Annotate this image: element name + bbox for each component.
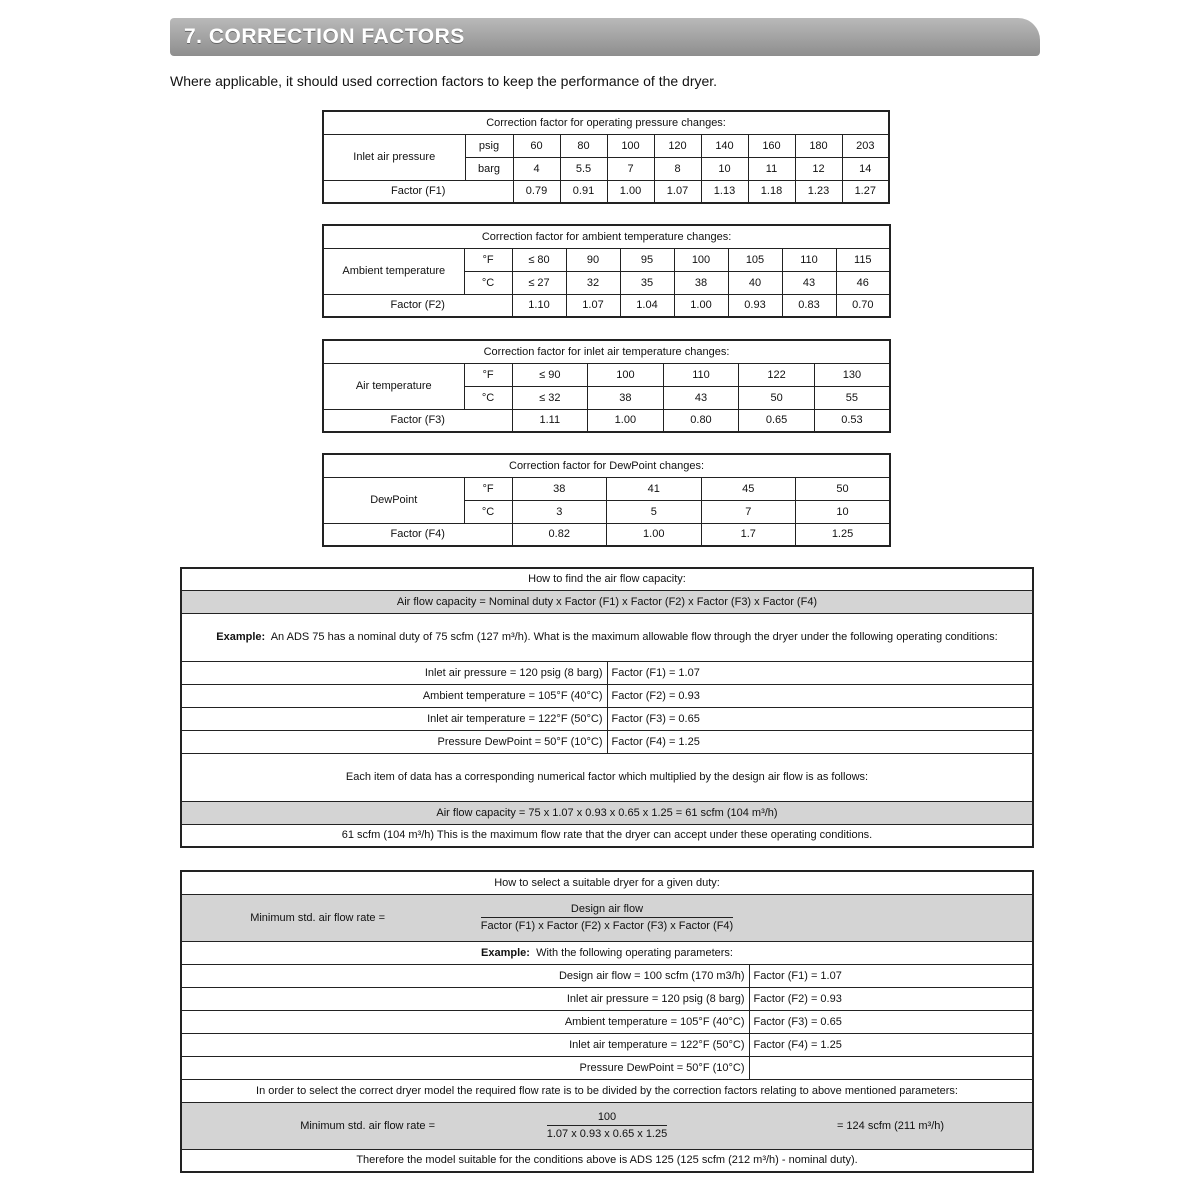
example-text: An ADS 75 has a nominal duty of 75 scfm (127 m³/h). What is the maximum allowable flow through the dryer under the following operating conditions: xyxy=(270,631,998,643)
table-cell: 1.18 xyxy=(748,180,795,203)
fraction-denominator: 1.07 x 0.93 x 0.65 x 1.25 xyxy=(546,1128,668,1140)
row-label: DewPoint xyxy=(323,477,464,523)
fraction-denominator: Factor (F1) x Factor (F2) x Factor (F3) x Factor (F4) xyxy=(480,920,734,932)
table-cell: 203 xyxy=(842,134,889,157)
table-cell: 1.11 xyxy=(512,409,588,432)
calc-result: = 124 scfm (211 m³/h) xyxy=(749,1102,1033,1149)
table-title: Correction factor for inlet air temperature changes: xyxy=(323,340,890,363)
table-cell: 35 xyxy=(620,271,674,294)
select-dryer-box xyxy=(180,870,1034,1173)
table-cell: 1.13 xyxy=(701,180,748,203)
inlet-air-temperature-table xyxy=(322,339,891,433)
factor-cell: Factor (F1) = 1.07 xyxy=(749,964,1033,987)
explanation: Each item of data has a corresponding numerical factor which multiplied by the design air flow is as follows: xyxy=(181,753,1033,801)
factor-cell: Factor (F2) = 0.93 xyxy=(607,684,1033,707)
table-cell: 0.91 xyxy=(560,180,607,203)
table-cell: 1.23 xyxy=(795,180,842,203)
pressure-correction-table xyxy=(322,110,890,204)
table-title: Correction factor for DewPoint changes: xyxy=(323,454,890,477)
table-cell: 0.70 xyxy=(836,294,890,317)
table-cell: 1.04 xyxy=(620,294,674,317)
factor-label: Factor (F3) xyxy=(323,409,512,432)
example-label: Example: xyxy=(481,946,530,959)
table-cell: 100 xyxy=(607,134,654,157)
condition-cell: Design air flow = 100 scfm (170 m3/h) xyxy=(181,964,749,987)
row-label: Air temperature xyxy=(323,363,464,409)
factor-cell: Factor (F4) = 1.25 xyxy=(749,1033,1033,1056)
row-label: Inlet air pressure xyxy=(323,134,465,180)
table-cell: 0.93 xyxy=(728,294,782,317)
table-cell: 0.79 xyxy=(513,180,560,203)
table-cell: 120 xyxy=(654,134,701,157)
table-cell: 45 xyxy=(701,477,796,500)
condition-cell: Pressure DewPoint = 50°F (10°C) xyxy=(181,1056,749,1079)
table-cell: 43 xyxy=(782,271,836,294)
air-flow-capacity-box xyxy=(180,567,1034,848)
table-cell: ≤ 90 xyxy=(512,363,588,386)
table-cell: 1.00 xyxy=(588,409,664,432)
table-cell: 1.07 xyxy=(654,180,701,203)
table-cell: 80 xyxy=(560,134,607,157)
table-cell: 10 xyxy=(701,157,748,180)
dewpoint-table xyxy=(322,453,891,547)
table-cell: 140 xyxy=(701,134,748,157)
table-cell: 55 xyxy=(814,386,890,409)
formula-fraction xyxy=(465,894,749,941)
explanation: In order to select the correct dryer model the required flow rate is to be divided by the correction factors relating to above mentioned parameters: xyxy=(181,1079,1033,1102)
min-flow-label: Minimum std. air flow rate = xyxy=(181,894,465,941)
conclusion: 61 scfm (104 m³/h) This is the maximum flow rate that the dryer can accept under these operating conditions. xyxy=(181,824,1033,847)
table-cell: 0.83 xyxy=(782,294,836,317)
condition-cell: Inlet air pressure = 120 psig (8 barg) xyxy=(181,987,749,1010)
table-cell: 41 xyxy=(607,477,702,500)
table-cell: 14 xyxy=(842,157,889,180)
section-banner: 7. CORRECTION FACTORS xyxy=(170,18,1040,56)
condition-cell: Ambient temperature = 105°F (40°C) xyxy=(181,684,607,707)
table-title: Correction factor for ambient temperature changes: xyxy=(323,225,890,248)
factor-cell: Factor (F2) = 0.93 xyxy=(749,987,1033,1010)
table-cell: 10 xyxy=(796,500,891,523)
table-cell: 40 xyxy=(728,271,782,294)
table-title: Correction factor for operating pressure changes: xyxy=(323,111,889,134)
table-cell: 122 xyxy=(739,363,815,386)
factor-label: Factor (F2) xyxy=(323,294,512,317)
table-cell: 32 xyxy=(566,271,620,294)
table-cell: 0.82 xyxy=(512,523,607,546)
ambient-temperature-table xyxy=(322,224,891,318)
table-cell: 1.25 xyxy=(796,523,891,546)
unit-label: °C xyxy=(464,386,512,409)
table-cell: 1.27 xyxy=(842,180,889,203)
condition-cell: Inlet air pressure = 120 psig (8 barg) xyxy=(181,661,607,684)
table-cell: 11 xyxy=(748,157,795,180)
table-cell: 5 xyxy=(607,500,702,523)
table-cell: 1.7 xyxy=(701,523,796,546)
unit-label: °C xyxy=(464,271,512,294)
unit-label: barg xyxy=(465,157,513,180)
factor-label: Factor (F4) xyxy=(323,523,512,546)
table-cell: 50 xyxy=(739,386,815,409)
table-cell: ≤ 80 xyxy=(512,248,566,271)
intro-text: Where applicable, it should used correction factors to keep the performance of the dryer. xyxy=(170,73,718,89)
table-cell: 38 xyxy=(588,386,664,409)
fraction-numerator: 100 xyxy=(547,1111,667,1126)
factor-label: Factor (F1) xyxy=(323,180,513,203)
table-cell: 100 xyxy=(588,363,664,386)
table-cell: 0.65 xyxy=(739,409,815,432)
table-cell: 60 xyxy=(513,134,560,157)
table-cell: 105 xyxy=(728,248,782,271)
table-cell: ≤ 27 xyxy=(512,271,566,294)
conclusion: Therefore the model suitable for the conditions above is ADS 125 (125 scfm (212 m³/h) - nominal duty). xyxy=(181,1149,1033,1172)
factor-cell xyxy=(749,1056,1033,1079)
example-text: With the following operating parameters: xyxy=(536,946,733,959)
table-cell: 7 xyxy=(701,500,796,523)
factor-cell: Factor (F3) = 0.65 xyxy=(749,1010,1033,1033)
factor-cell: Factor (F4) = 1.25 xyxy=(607,730,1033,753)
example-row xyxy=(181,941,1033,964)
example-row xyxy=(181,613,1033,661)
table-cell: 115 xyxy=(836,248,890,271)
table-cell: 110 xyxy=(663,363,739,386)
table-cell: 0.53 xyxy=(814,409,890,432)
table-cell: 130 xyxy=(814,363,890,386)
table-cell: 38 xyxy=(674,271,728,294)
empty-cell xyxy=(749,894,1033,941)
example-label: Example: xyxy=(216,631,266,643)
table-cell: 95 xyxy=(620,248,674,271)
table-cell: 1.07 xyxy=(566,294,620,317)
formula: Air flow capacity = Nominal duty x Factor (F1) x Factor (F2) x Factor (F3) x Factor (F4) xyxy=(181,590,1033,613)
condition-cell: Inlet air temperature = 122°F (50°C) xyxy=(181,707,607,730)
table-cell: 8 xyxy=(654,157,701,180)
box-title: How to select a suitable dryer for a given duty: xyxy=(181,871,1033,894)
condition-cell: Ambient temperature = 105°F (40°C) xyxy=(181,1010,749,1033)
unit-label: psig xyxy=(465,134,513,157)
fraction-numerator: Design air flow xyxy=(481,903,733,918)
table-cell: 0.80 xyxy=(663,409,739,432)
table-cell: 12 xyxy=(795,157,842,180)
table-cell: 43 xyxy=(663,386,739,409)
unit-label: °F xyxy=(464,363,512,386)
row-label: Ambient temperature xyxy=(323,248,464,294)
table-cell: 7 xyxy=(607,157,654,180)
table-cell: 90 xyxy=(566,248,620,271)
table-cell: 1.00 xyxy=(674,294,728,317)
min-flow-label: Minimum std. air flow rate = xyxy=(181,1102,465,1149)
table-cell: 160 xyxy=(748,134,795,157)
table-cell: 4 xyxy=(513,157,560,180)
table-cell: 5.5 xyxy=(560,157,607,180)
table-cell: 50 xyxy=(796,477,891,500)
table-cell: 1.00 xyxy=(607,180,654,203)
condition-cell: Inlet air temperature = 122°F (50°C) xyxy=(181,1033,749,1056)
table-cell: 38 xyxy=(512,477,607,500)
condition-cell: Pressure DewPoint = 50°F (10°C) xyxy=(181,730,607,753)
table-cell: 1.10 xyxy=(512,294,566,317)
table-cell: 100 xyxy=(674,248,728,271)
table-cell: 3 xyxy=(512,500,607,523)
table-cell: 180 xyxy=(795,134,842,157)
factor-cell: Factor (F3) = 0.65 xyxy=(607,707,1033,730)
box-title: How to find the air flow capacity: xyxy=(181,568,1033,590)
unit-label: °F xyxy=(464,248,512,271)
unit-label: °C xyxy=(464,500,512,523)
factor-cell: Factor (F1) = 1.07 xyxy=(607,661,1033,684)
table-cell: 46 xyxy=(836,271,890,294)
unit-label: °F xyxy=(464,477,512,500)
table-cell: ≤ 32 xyxy=(512,386,588,409)
calc-fraction xyxy=(465,1102,749,1149)
table-cell: 1.00 xyxy=(607,523,702,546)
calculation: Air flow capacity = 75 x 1.07 x 0.93 x 0.65 x 1.25 = 61 scfm (104 m³/h) xyxy=(181,801,1033,824)
table-cell: 110 xyxy=(782,248,836,271)
